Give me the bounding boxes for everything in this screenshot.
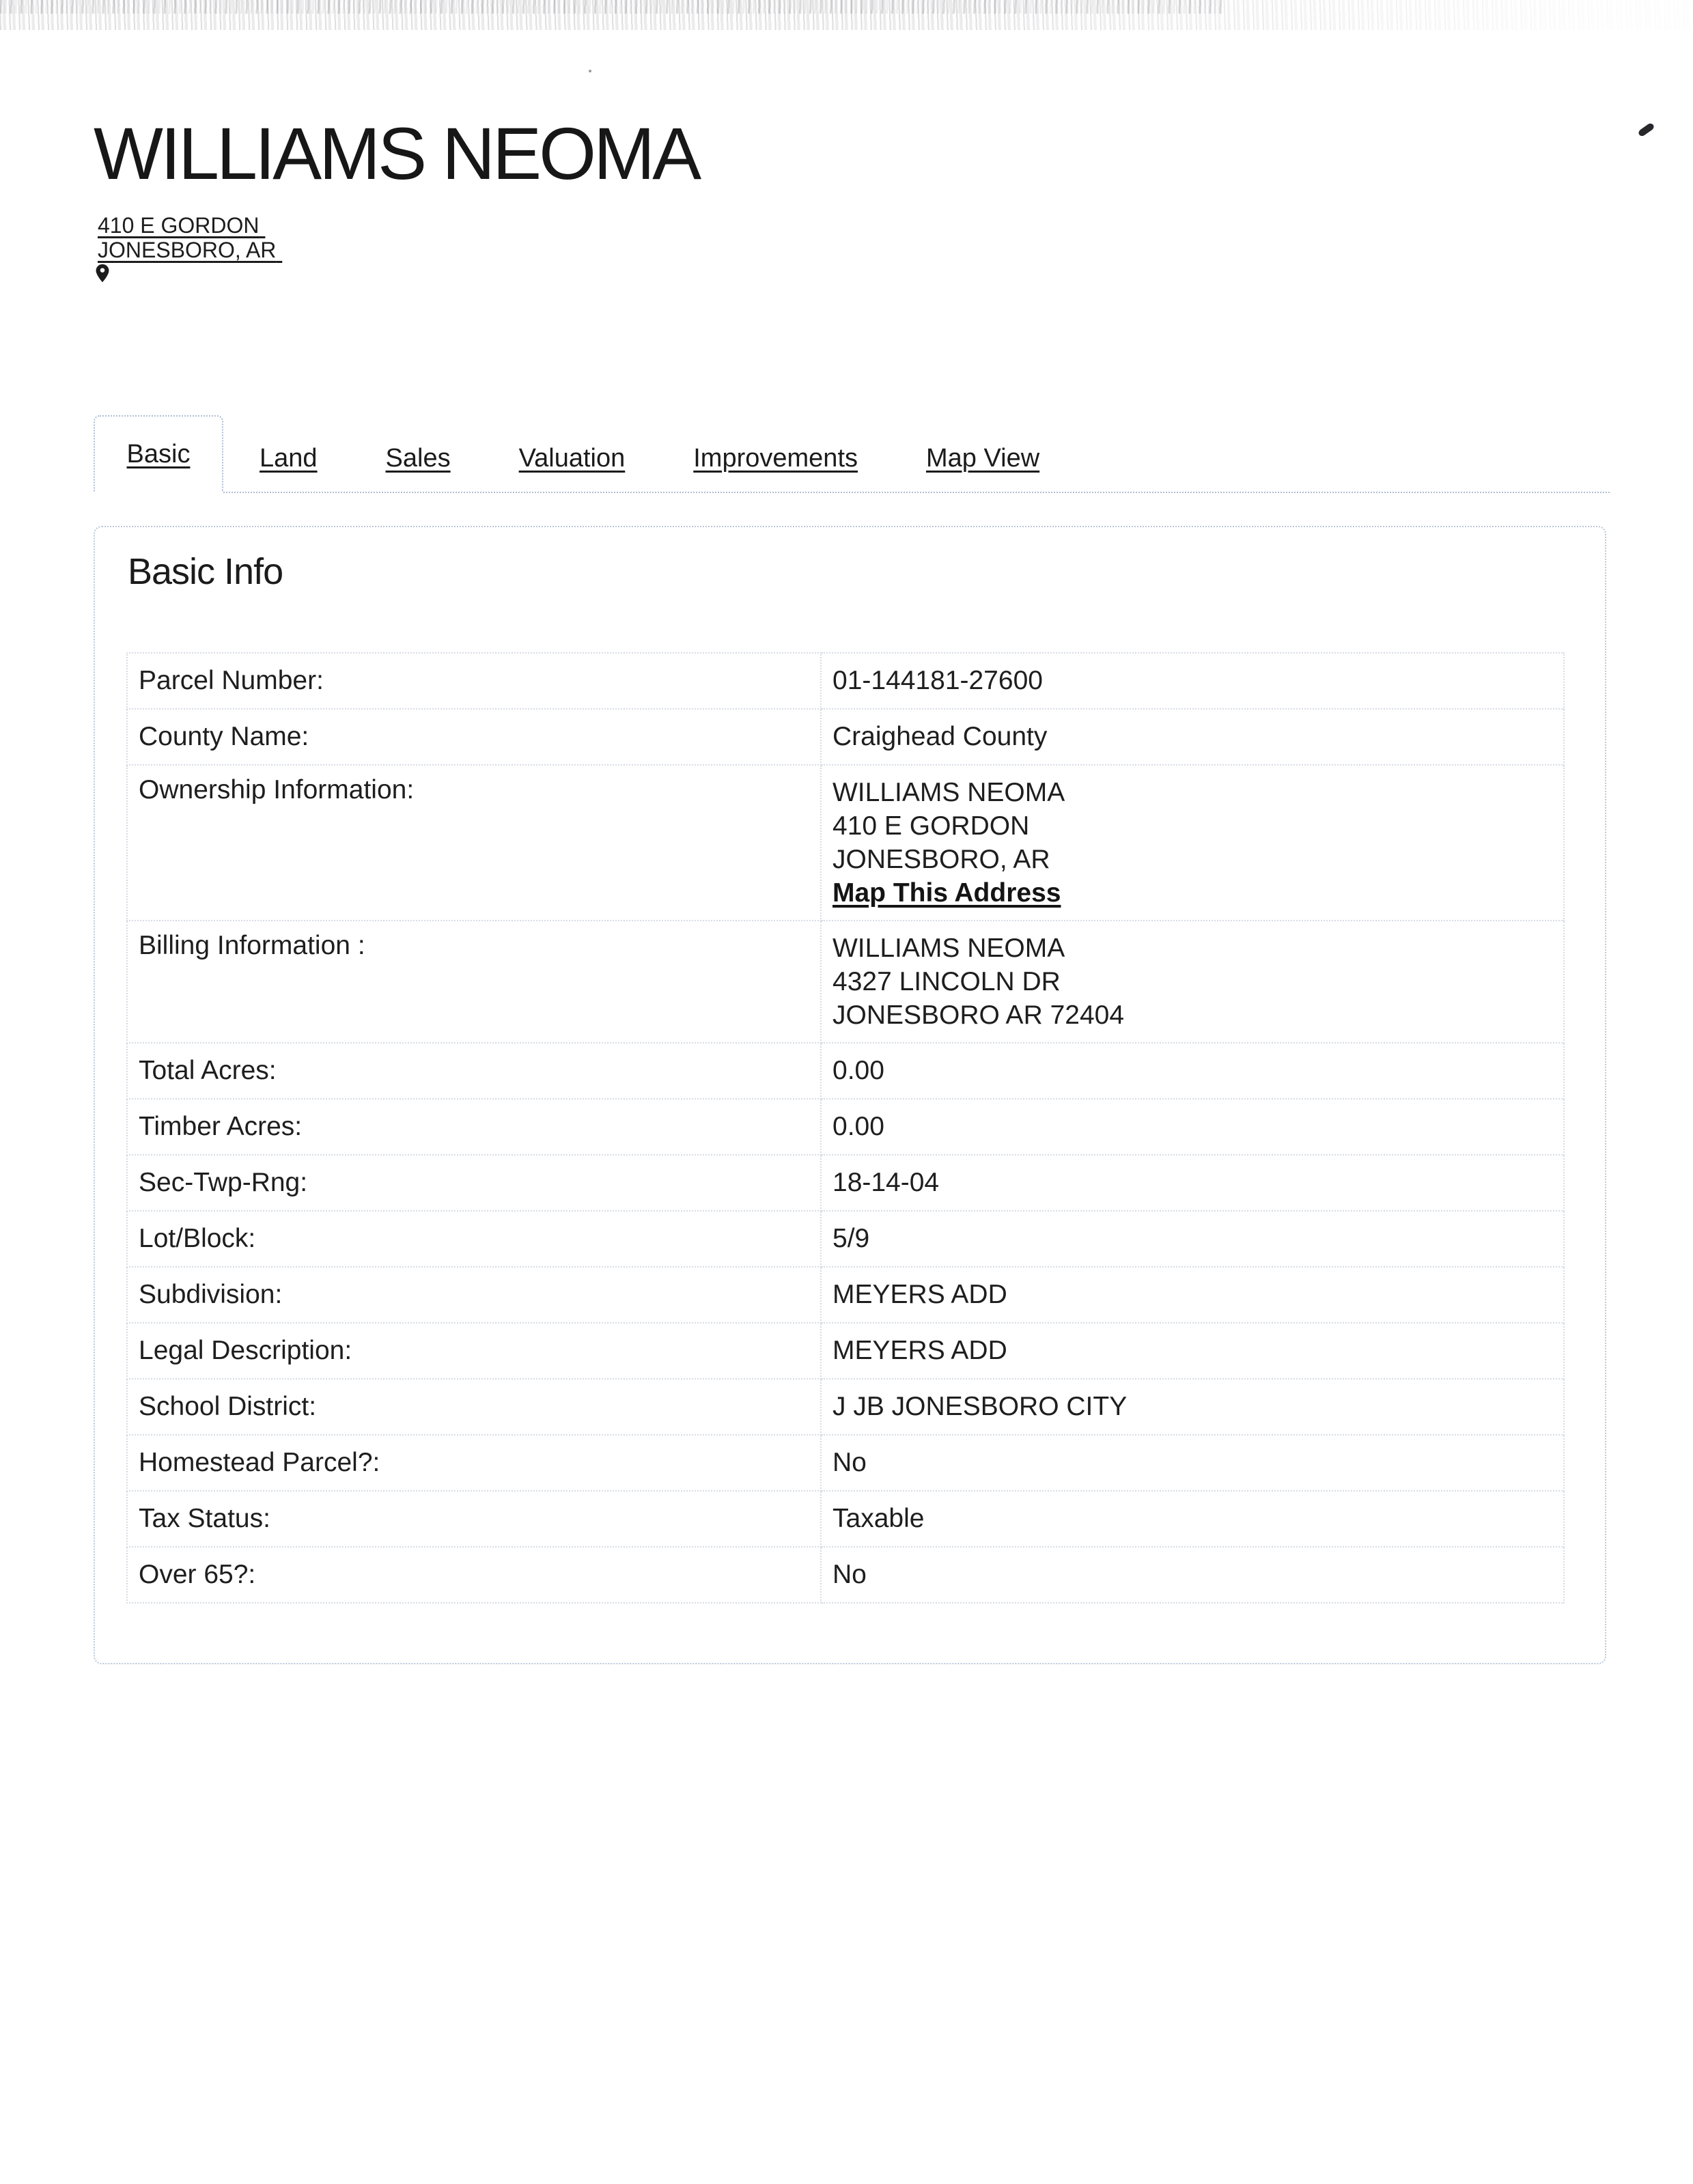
table-row bbox=[127, 1211, 1564, 1267]
row-value: 18-14-04 bbox=[821, 1155, 1564, 1211]
page-title: WILLIAMS NEOMA bbox=[94, 112, 699, 195]
row-label: County Name: bbox=[127, 709, 821, 765]
basic-info-table-body bbox=[127, 653, 1564, 1603]
row-value: No bbox=[821, 1435, 1564, 1491]
value-line: JONESBORO AR 72404 bbox=[832, 1000, 1125, 1030]
table-row bbox=[127, 1099, 1564, 1155]
tab-bar bbox=[94, 415, 1039, 492]
table-row bbox=[127, 1267, 1564, 1323]
row-value: Craighead County bbox=[821, 709, 1564, 765]
table-row bbox=[127, 1491, 1564, 1547]
scan-speck bbox=[589, 70, 591, 72]
row-label: Over 65?: bbox=[127, 1547, 821, 1603]
row-value: No bbox=[821, 1547, 1564, 1603]
address-city-link[interactable]: JONESBORO, AR bbox=[98, 238, 277, 262]
tab-land[interactable]: Land bbox=[260, 443, 318, 473]
table-row bbox=[127, 709, 1564, 765]
row-label: School District: bbox=[127, 1379, 821, 1435]
tab-map-view[interactable]: Map View bbox=[926, 443, 1040, 473]
table-row bbox=[127, 921, 1564, 1043]
value-line: 4327 LINCOLN DR bbox=[832, 967, 1061, 996]
table-row bbox=[127, 1043, 1564, 1099]
value-line: WILLIAMS NEOMA bbox=[832, 934, 1065, 963]
table-row bbox=[127, 1155, 1564, 1211]
address-street-link[interactable]: 410 E GORDON bbox=[98, 213, 260, 238]
row-label: Total Acres: bbox=[127, 1043, 821, 1099]
tab-improvements[interactable]: Improvements bbox=[693, 443, 858, 473]
row-label: Lot/Block: bbox=[127, 1211, 821, 1267]
value-line: JONESBORO, AR bbox=[832, 845, 1050, 874]
row-value: 01-144181-27600 bbox=[821, 653, 1564, 709]
row-value: MEYERS ADD bbox=[821, 1323, 1564, 1379]
table-row bbox=[127, 653, 1564, 709]
property-address bbox=[98, 213, 282, 262]
table-row bbox=[127, 765, 1564, 921]
row-value: 0.00 bbox=[821, 1043, 1564, 1099]
row-value: Taxable bbox=[821, 1491, 1564, 1547]
row-label: Subdivision: bbox=[127, 1267, 821, 1323]
row-label: Ownership Information: bbox=[127, 765, 821, 921]
row-value bbox=[821, 921, 1564, 1043]
row-value: MEYERS ADD bbox=[821, 1267, 1564, 1323]
tab-bar-underline bbox=[223, 492, 1610, 493]
pen-mark-artifact bbox=[1637, 122, 1655, 138]
panel-heading: Basic Info bbox=[128, 551, 283, 592]
row-value: J JB JONESBORO CITY bbox=[821, 1379, 1564, 1435]
row-label: Parcel Number: bbox=[127, 653, 821, 709]
row-label: Tax Status: bbox=[127, 1491, 821, 1547]
table-row bbox=[127, 1435, 1564, 1491]
row-label: Homestead Parcel?: bbox=[127, 1435, 821, 1491]
row-label: Legal Description: bbox=[127, 1323, 821, 1379]
value-line: WILLIAMS NEOMA bbox=[832, 778, 1065, 807]
row-value: 5/9 bbox=[821, 1211, 1564, 1267]
table-row bbox=[127, 1379, 1564, 1435]
table-row bbox=[127, 1323, 1564, 1379]
tab-basic[interactable]: Basic bbox=[126, 439, 191, 468]
basic-info-panel bbox=[94, 526, 1606, 1664]
row-label: Timber Acres: bbox=[127, 1099, 821, 1155]
row-label: Sec-Twp-Rng: bbox=[127, 1155, 821, 1211]
basic-info-table bbox=[126, 652, 1565, 1604]
scan-noise-band-top bbox=[0, 0, 1222, 14]
row-value bbox=[821, 765, 1564, 921]
tab-valuation[interactable]: Valuation bbox=[518, 443, 626, 473]
row-value: 0.00 bbox=[821, 1099, 1564, 1155]
table-row bbox=[127, 1547, 1564, 1603]
row-label: Billing Information : bbox=[127, 921, 821, 1043]
map-this-address-link[interactable]: Map This Address bbox=[832, 878, 1061, 908]
value-line: 410 E GORDON bbox=[832, 811, 1030, 841]
tab-sales[interactable]: Sales bbox=[385, 443, 451, 473]
active-tab[interactable] bbox=[94, 415, 223, 492]
map-pin-icon bbox=[96, 264, 109, 283]
